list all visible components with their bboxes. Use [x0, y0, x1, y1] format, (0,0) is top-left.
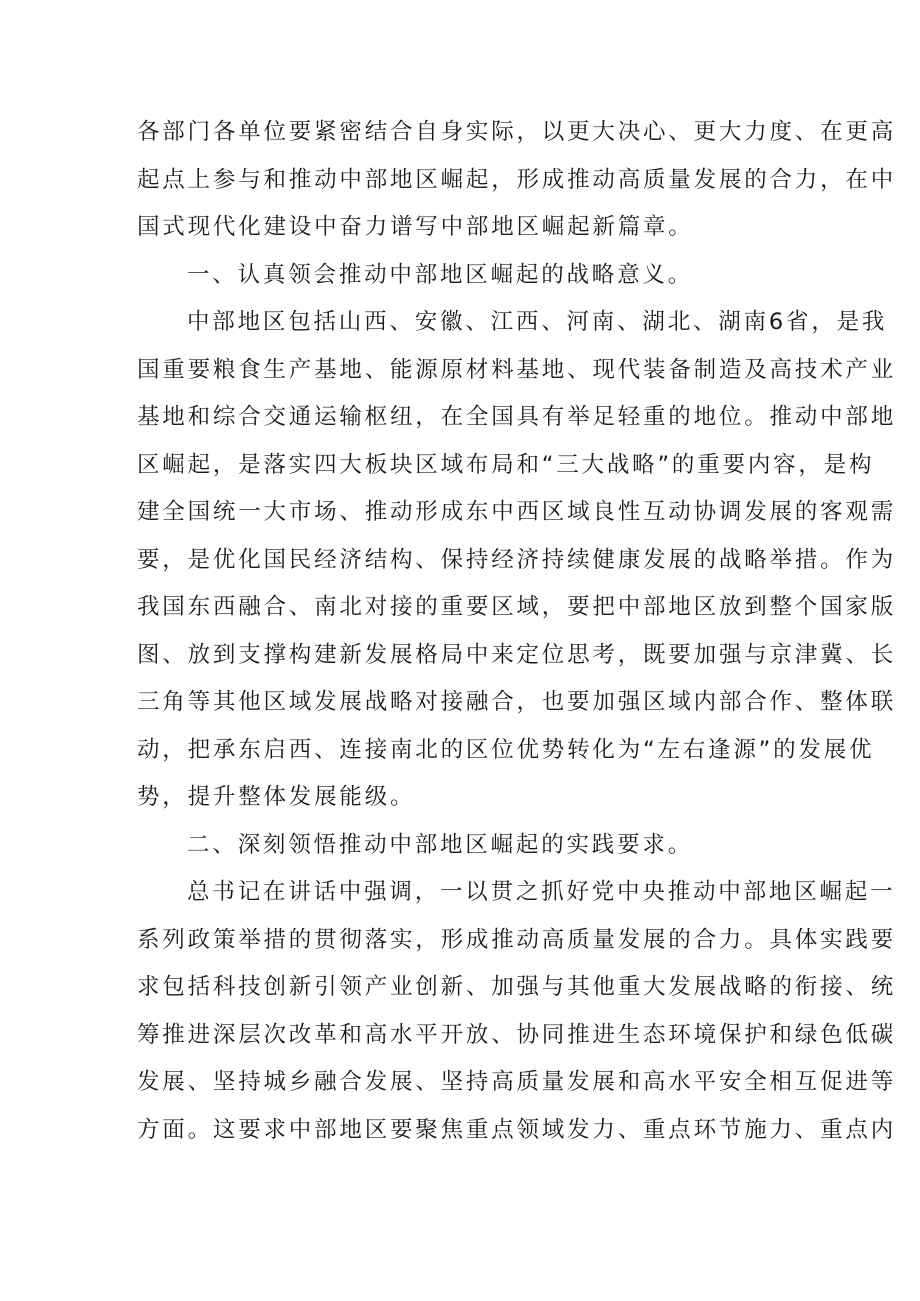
text-line: 各部门各单位要紧密结合自身实际，以更大决心、更大力度、在更高	[137, 119, 897, 145]
text-line: 中部地区包括山西、安徽、江西、河南、湖北、湖南6省，是我	[187, 309, 888, 335]
text-line: 国式现代化建设中奋力谱写中部地区崛起新篇章。	[137, 214, 694, 240]
text-line: 发展、坚持城乡融合发展、坚持高质量发展和高水平安全相互促进等	[137, 1069, 897, 1095]
text-line: 方面。这要求中部地区要聚焦重点领域发力、重点环节施力、重点内	[137, 1116, 897, 1143]
text-line: 国重要粮食生产基地、能源原材料基地、现代装备制造及高技术产业	[137, 356, 897, 383]
text-line: 建全国统一大市场、推动形成东中西区域良性互动协调发展的客观需	[137, 499, 897, 525]
paragraph-3	[137, 869, 897, 1154]
text-line: 区崛起，是落实四大板块区域布局和“三大战略”的重要内容，是构	[137, 451, 875, 478]
text-line: 总书记在讲话中强调，一以贯之抓好党中央推动中部地区崛起一	[187, 879, 896, 905]
text-line: 势，提升整体发展能级。	[137, 784, 416, 810]
text-line: 图、放到支撑构建新发展格局中来定位思考，既要加强与京津冀、长	[137, 641, 897, 668]
text-line: 三角等其他区域发展战略对接融合，也要加强区域内部合作、整体联	[137, 689, 897, 715]
text-line: 求包括科技创新引领产业创新、加强与其他重大发展战略的衔接、统	[137, 974, 897, 1000]
text-line: 动，把承东启西、连接南北的区位优势转化为“左右逢源”的发展优	[137, 736, 875, 763]
text-line: 起点上参与和推动中部地区崛起，形成推动高质量发展的合力，在中	[137, 166, 897, 193]
text-line: 我国东西融合、南北对接的重要区域，要把中部地区放到整个国家版	[137, 594, 897, 620]
heading-line: 一、认真领会推动中部地区崛起的战略意义。	[187, 261, 694, 288]
paragraph-1	[137, 109, 897, 252]
section-heading-2	[137, 822, 792, 870]
text-line: 系列政策举措的贯彻落实，形成推动高质量发展的合力。具体实践要	[137, 926, 897, 953]
text-line: 基地和综合交通运输枢纽，在全国具有举足轻重的地位。推动中部地	[137, 404, 897, 430]
heading-line: 二、深刻领悟推动中部地区崛起的实践要求。	[187, 831, 694, 858]
paragraph-2	[137, 299, 897, 822]
text-line: 筹推进深层次改革和高水平开放、协同推进生态环境保护和绿色低碳	[137, 1021, 897, 1048]
section-heading-1	[137, 252, 792, 300]
text-line: 要，是优化国民经济结构、保持经济持续健康发展的战略举措。作为	[137, 546, 897, 573]
